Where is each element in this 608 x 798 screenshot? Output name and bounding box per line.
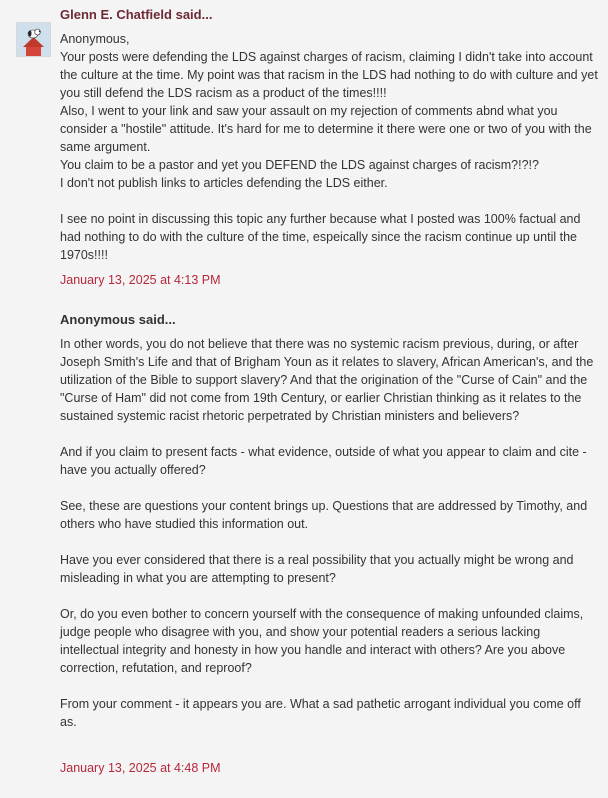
comment-body xyxy=(60,30,600,264)
comment-paragraph: From your comment - it appears you are. What a sad pathetic arrogant individual you come off as. xyxy=(60,697,581,729)
comment-timestamp-link[interactable]: January 13, 2025 at 4:13 PM xyxy=(60,273,221,287)
comment-author xyxy=(60,311,176,328)
author-name: Anonymous xyxy=(60,312,136,327)
comment-paragraph: And if you claim to present facts - what evidence, outside of what you appear to claim and cite - have you actually offered? xyxy=(60,445,587,477)
comment-timestamp-link[interactable]: January 13, 2025 at 4:48 PM xyxy=(60,761,221,775)
comment-author xyxy=(60,6,212,23)
comment-paragraph: I see no point in discussing this topic any further because what I posted was 100% factual and had nothing to do with the culture of the time, espeically since the racism continue up until the 1970s!!!! xyxy=(60,212,581,262)
comment-paragraph: Your posts were defending the LDS against charges of racism, claiming I didn't take into account the culture at the time. My point was that racism in the LDS had nothing to do with culture and yet you still defend the LDS racism as a product of the times!!!! xyxy=(60,50,598,100)
comment-paragraph: Have you ever considered that there is a real possibility that you actually might be wrong and misleading in what you are attempting to present? xyxy=(60,553,574,585)
comment-body xyxy=(60,335,600,731)
comment-paragraph: You claim to be a pastor and yet you DEFEND the LDS against charges of racism?!?!? xyxy=(60,158,539,172)
comment-paragraph: Or, do you even bother to concern yourself with the consequence of making unfounded claims, judge people who disagree with you, and show your potential readers a serious lacking intellectual integrity and honesty in how you handle and interact with others? Are you above correction, refutation, and reproof? xyxy=(60,607,584,675)
said-label: said... xyxy=(175,7,213,22)
comment-paragraph: Anonymous, xyxy=(60,32,130,46)
comment-paragraph: I don't not publish links to articles defending the LDS either. xyxy=(60,176,388,190)
comment-paragraph: In other words, you do not believe that there was no systemic racism previous, during, or after Joseph Smith's Life and that of Brigham Youn as it relates to slavery, African American's, and the utilization of the Bible to support slavery? And that the origination of the "Curse of Cain" and the "Curse of Ham" did not come from 19th Century, or earlier Christian thinking as it relates to the sustained systemic racist rhetoric perpetrated by Christian ministers and believers? xyxy=(60,337,594,423)
comment-paragraph: See, these are questions your content brings up. Questions that are addressed by Timothy, and others who have studied this information out. xyxy=(60,499,588,531)
author-link[interactable]: Glenn E. Chatfield xyxy=(60,7,172,22)
comment-paragraph: Also, I went to your link and saw your assault on my rejection of comments abnd what you consider a "hostile" attitude. It's hard for me to determine it there were one or two of you with the same argument. xyxy=(60,104,592,154)
said-label: said... xyxy=(138,312,176,327)
snoopy-avatar-icon[interactable] xyxy=(16,22,51,57)
